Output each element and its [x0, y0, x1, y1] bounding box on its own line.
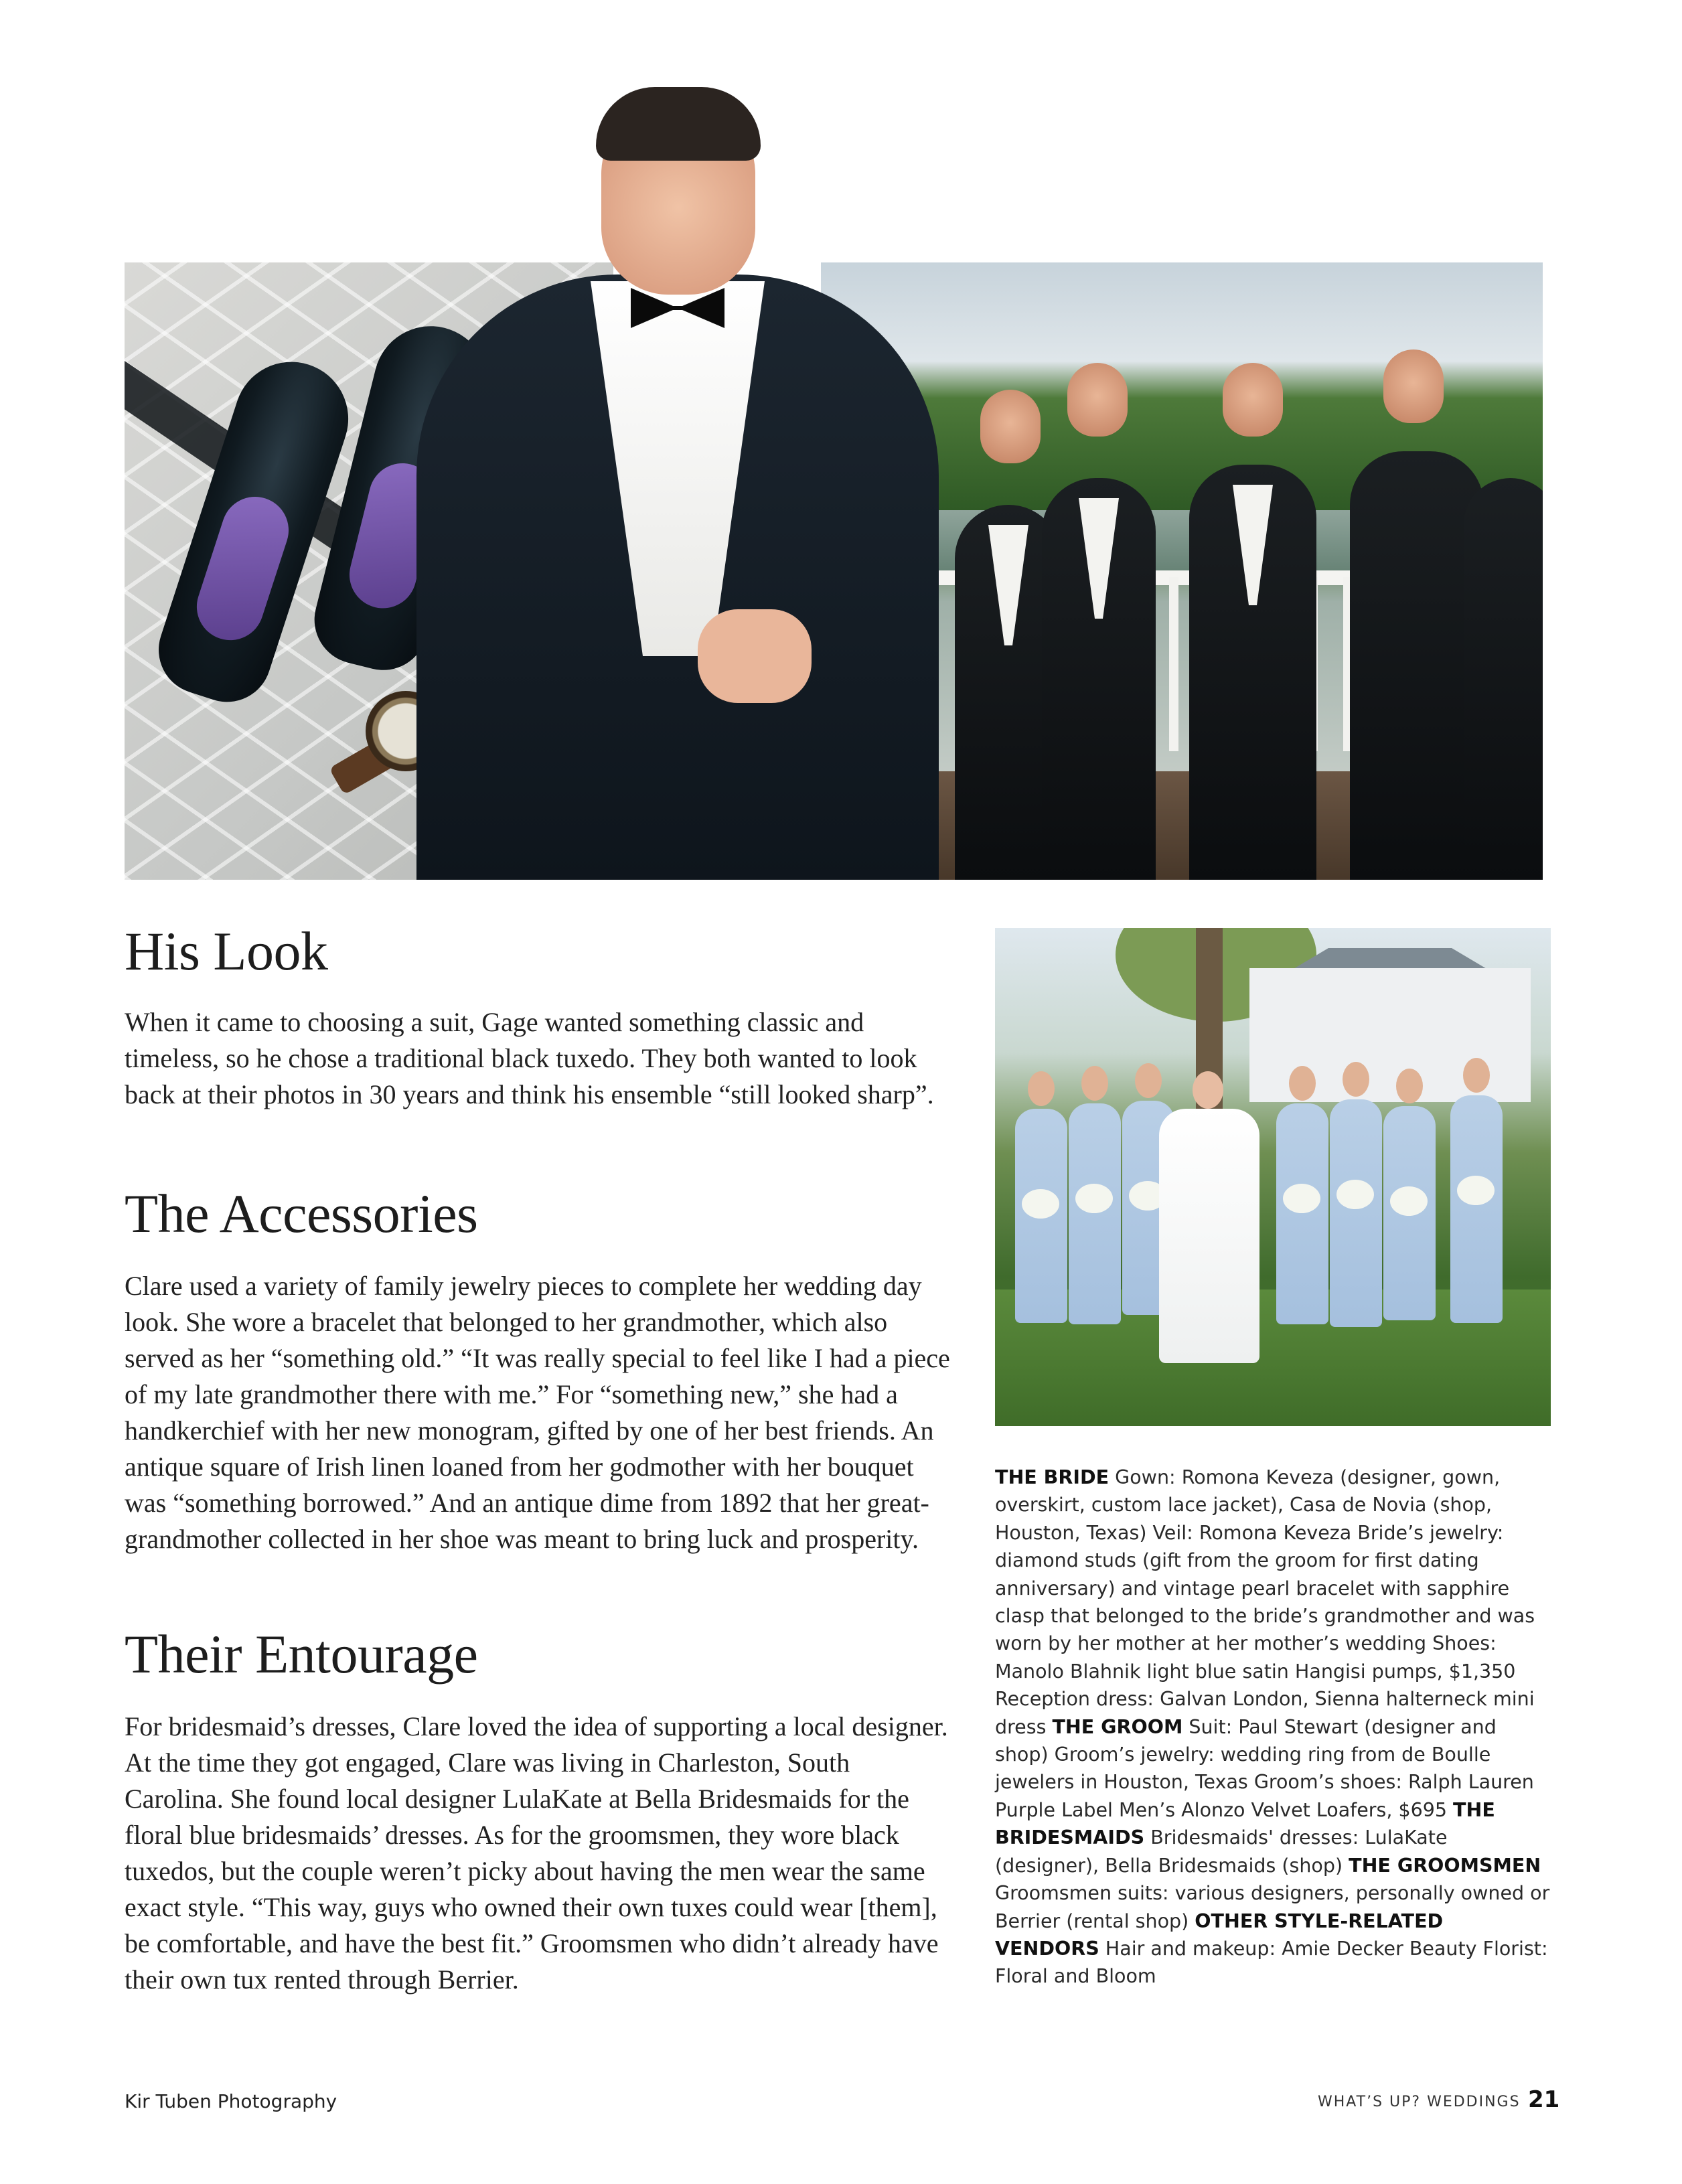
- groomsman-head: [1067, 363, 1128, 437]
- section-heading-his-look: His Look: [125, 921, 328, 982]
- groom-laughing-figure: [1189, 465, 1316, 880]
- bridesmaid-figure: [1383, 1106, 1436, 1320]
- credit-label-bridesmaids: THE BRIDESMAIDS: [995, 1798, 1495, 1849]
- groomsman-head: [1383, 349, 1444, 423]
- photo-credit: Kir Tuben Photography: [125, 2090, 337, 2112]
- section-body-his-look: When it came to choosing a suit, Gage wanted something classic and timeless, so he chose a traditional black tuxedo. They both wanted to look back at their photos in 30 years and think his ensemble “still looked sharp”.: [125, 1007, 934, 1109]
- bride-figure: [1159, 1109, 1259, 1363]
- credit-text-bridesmaids: Bridesmaids' dresses: LulaKate (designer), Bella Bridesmaids (shop): [995, 1826, 1448, 1877]
- credit-label-bride: THE BRIDE: [995, 1466, 1110, 1488]
- section-body-accessories: Clare used a variety of family jewelry pieces to complete her wedding day look. She wore a bracelet that belonged to her grandmother, which also served as her “something old.” “It was really special to feel like I had a piece of my late grandmother there with me.” For “something new,” she had a handkerchief with her new monogram, gifted by one of her best friends. An antique square of Irish linen loaned from her godmother with her bouquet was “something borrowed.” And an antique dime from 1892 that her great-grandmother collected in her shoe was meant to bring luck and prosperity.: [125, 1271, 950, 1554]
- credit-label-other-vendors: OTHER STYLE-RELATED VENDORS: [995, 1909, 1444, 1960]
- groom-portrait-photo: [416, 87, 1041, 880]
- bridesmaid-figure: [1330, 1099, 1382, 1327]
- credit-text-groom: Suit: Paul Stewart (designer and shop) Groom’s jewelry: wedding ring from de Boulle jewelers in Houston, Texas Groom’s shoes: Ralph Lauren Purple Label Men’s Alonzo Velvet Loafers, $695: [995, 1715, 1534, 1821]
- page-number: 21: [1528, 2086, 1560, 2113]
- credit-text-groomsmen: Groomsmen suits: various designers, personally owned or Berrier (rental shop): [995, 1882, 1550, 1932]
- bridesmaid-figure: [1015, 1109, 1067, 1323]
- groomsman-figure: [1042, 478, 1156, 880]
- credit-label-groomsmen: THE GROOMSMEN: [1349, 1854, 1541, 1877]
- bridesmaid-figure: [1069, 1103, 1121, 1324]
- section-heading-accessories: The Accessories: [125, 1183, 478, 1244]
- bridesmaid-figure: [1450, 1095, 1503, 1323]
- vendor-credits: [995, 1464, 1551, 1991]
- credit-text-bride: Gown: Romona Keveza (designer, gown, overskirt, custom lace jacket), Casa de Novia (shop, Houston, Texas) Veil: Romona Keveza Bride’s jewelry: diamond studs (gift from the groom for first dating anniversary) and vintage pearl bracelet with sapphire clasp that belonged to the bride’s grandmother and was worn by her mother at her mother’s wedding Shoes: Manolo Blahnik light blue satin Hangisi pumps, $1,350 Reception dress: Galvan London, Sienna halterneck mini dress: [995, 1466, 1535, 1738]
- hero-collage: [125, 262, 1543, 880]
- groomsman-figure: [1464, 478, 1543, 880]
- credit-text-other-vendors: Hair and makeup: Amie Decker Beauty Florist: Floral and Bloom: [995, 1937, 1548, 1988]
- credit-label-groom: THE GROOM: [1052, 1715, 1183, 1738]
- publication-section-name: WHAT’S UP? WEDDINGS: [1318, 2094, 1521, 2110]
- section-body-entourage: For bridesmaid’s dresses, Clare loved the idea of supporting a local designer. At the time they got engaged, Clare was living in Charleston, South Carolina. She found local designer LulaKate at Bella Bridesmaids for the floral blue bridesmaids’ dresses. As for the groomsmen, they wore black tuxedos, but the couple weren’t picky about having the men wear the same exact style. “This way, guys who owned their own tuxes could wear [them], be comfortable, and have the best fit.” Groomsmen who didn’t already have their own tux rented through Berrier.: [125, 1711, 948, 1995]
- section-heading-entourage: Their Entourage: [125, 1624, 478, 1685]
- bridal-party-photo: [995, 928, 1551, 1426]
- groom-laughing-head: [1223, 363, 1283, 437]
- bridesmaid-figure: [1276, 1103, 1328, 1324]
